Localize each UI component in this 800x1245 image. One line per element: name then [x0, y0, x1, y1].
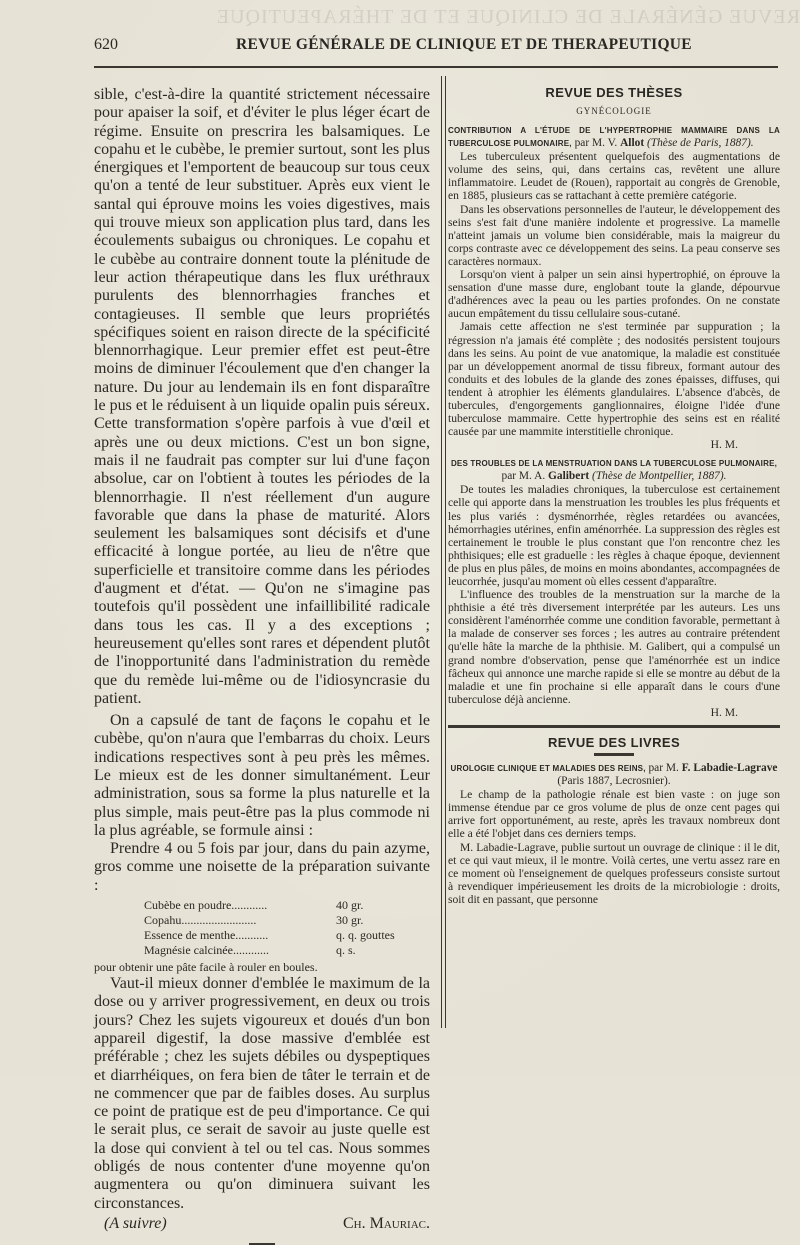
- bleed-through-text: REVUE GÉNÉRALE DE CLINIQUE ET DE THÉRAPEUTIQUE: [215, 6, 800, 28]
- article-author: Allot: [620, 137, 645, 150]
- header-rule: [94, 66, 778, 68]
- review-paragraph: M. Labadie-Lagrave, publie surtout un ouvrage de clinique : il le dit, et ce qui vaut mieux, il le montre. Voilà certes, une vertu assez rare en ce moment où l'enseignement de quelques professeurs consiste surtout à revendiquer impérieusement les droits de la microbiologie : droits, soit dit en passant, que personne: [448, 840, 780, 906]
- ingredient-name: Magnésie calcinée............: [144, 943, 269, 958]
- article-heading: [448, 762, 780, 788]
- article-by: par M. V.: [574, 137, 618, 150]
- ingredient-qty: q. s.: [336, 943, 356, 958]
- prescription-line: [94, 928, 430, 943]
- body-paragraph: Prendre 4 ou 5 fois par jour, dans du pain azyme, gros comme une noisette de la préparation suivante :: [94, 840, 430, 894]
- prescription-line: [94, 943, 430, 958]
- prescription-line: [94, 913, 430, 928]
- left-column: [94, 86, 430, 1245]
- page-number: 620: [94, 36, 118, 53]
- reviewer-signature: H. M.: [710, 705, 738, 719]
- section-rule: [448, 725, 780, 728]
- ingredient-qty: 40 gr.: [336, 898, 364, 913]
- review-paragraph: Le champ de la pathologie rénale est bien vaste : on juge son immense étendue par ce gros volume de plus de onze cent pages qui arrive fort opportunément, au reste, après les travaux nombreux dont elle a été l'objet dans ces derniers temps.: [448, 788, 780, 841]
- right-column: [448, 86, 780, 906]
- ingredient-qty: q. q. gouttes: [336, 928, 395, 943]
- prescription: [94, 898, 430, 958]
- author-signature: Ch. Mauriac.: [342, 1214, 430, 1232]
- review-paragraph: Jamais cette affection ne s'est terminée par suppuration ; la régression n'a jamais été complète ; des nodosités persistent toujours dans les seins. Au point de vue anatomique, la maladie est constituée par un développement anormal de tissu fibreux, formant autour des conduits et des lobules de la glande des zones épaisses, diffuses, qui tendent à atrophier les éléments glandulaires. L'absence d'abcès, de tubercules, d'engorgements ganglionnaires, éloigne l'idée d'une tuberculose mammaire. Cette hypertrophie des seins est en réalité causée par une mammite interstitielle chronique.: [448, 320, 780, 439]
- body-paragraph: sible, c'est-à-dire la quantité strictement nécessaire pour apaiser la soif, et d'éviter le plus léger écart de régime. Ensuite on prescrira les balsamiques. Le copahu et le cubèbe, le premier surtout, sont les plus énergiques et l'emportent de beaucoup sur tous ceux qu'on a tenté de leur substituer. Après eux vient le santal qui éprouve moins les voies digestives, mais qui trouve mieux son application plus tard, dans les écoulements subaigus ou chroniques. Le copahu et le cubèbe au contraire donnent toute la plénitude de leur action thérapeutique dans les flux uréthraux purulents des blennorrhagies franches et contagieuses. Il semble que leurs propriétés spécifiques soient en raison directe de la spécificité blennorrhagique. Leur premier effet est peut-être moins de diminuer l'écoulement que d'en changer la nature. Du jour au lendemain ils en font disparaître le pus et le réduisent à un liquide opalin puis séreux. Cette transformation s'opère parfois à vue d'œil et après une ou deux mictions. C'est un bon signe, mais il ne faudrait pas compter sur lui d'une façon absolue, car on l'obtient à toutes les périodes de la blennorrhagie. Il n'est réellement d'un augure favorable que dans la phase de maturité. Alors seulement les balsamiques sont décisifs et d'une efficacité à longue portée, au lieu de n'être que superficielle et transitoire comme dans les périodes d'augment et d'état. — Qu'on ne s'imagine pas toutefois qu'il possèdent une infaillibilité radicale dans tous les cas. Il y a des exceptions ; heureusement qu'elles sont rares et dépendent plutôt de l'inopportunité dans l'administration du remède que du remède lui-même ou de l'idiosyncrasie du patient.: [94, 86, 430, 707]
- article-by: par M.: [648, 762, 679, 775]
- to-be-continued: (A suivre): [104, 1214, 167, 1232]
- section-subtitle: GYNÉCOLOGIE: [576, 106, 652, 117]
- article-title: DES TROUBLES DE LA MENSTRUATION DANS LA TUBERCULOSE PULMONAIRE,: [450, 459, 778, 469]
- article-source: (Thèse de Paris, 1887).: [646, 137, 754, 150]
- body-paragraph: Vaut-il mieux donner d'emblée le maximum de la dose ou y arriver progressivement, en deux ou trois jours? Chez les sujets vigoureux et doués d'un bon appareil digestif, la dose massive d'emblée est préférable ; chez les sujets débiles ou dyspeptiques et diarrhéiques, on fera bien de tâter le terrain et de ne commencer que par de faibles doses. Au surplus ce point de pratique est de peu d'importance. Ce qui le serait plus, ce serait de savoir au juste quelle est la dose qui convient à tel ou tel cas. Nous sommes obligés de nous contenter d'une moyenne qu'on augmentera ou qu'on diminuera suivant les circonstances.: [94, 975, 430, 1212]
- ingredient-qty: 30 gr.: [336, 913, 364, 928]
- ingredient-name: Cubèbe en poudre............: [144, 898, 268, 913]
- article-footer: [94, 1215, 430, 1233]
- prescription-line: [94, 898, 430, 913]
- article-source: (Thèse de Montpellier, 1887).: [592, 470, 727, 483]
- article-heading: [448, 124, 780, 150]
- article-source: (Paris 1887, Lecrosnier).: [557, 775, 671, 788]
- body-paragraph: On a capsulé de tant de façons le copahu et le cubèbe, qu'on n'aura que l'embarras du choix. Leurs indications respectives sont à peu près les mêmes. Le mieux est de les donner simultanément. Leur administration, sous sa forme la plus naturelle et la plus simple, mais peut-être pas la plus commode ni la plus agréable, se formule ainsi :: [94, 712, 430, 839]
- column-divider-inner: [445, 76, 446, 1028]
- review-paragraph: L'influence des troubles de la menstruation sur la marche de la phthisie a été très diversement interprétée par les auteurs. Les uns considèrent l'aménorrhée comme une condition favorable, permettant à la malade de conserver ses forces ; les autres au contraire prétendent qu'elle hâte la marche de la phthisie. M. Galibert, qui a compulsé un grand nombre d'observation, pense que l'aménorrhée est un indice fâcheux qui annonce une marche rapide si elle se montre au début de la maladie et une fin prochaine si elle apparaît dans le cours d'une tuberculose déjà ancienne.: [448, 588, 780, 706]
- article-title: CONTRIBUTION A L'ÉTUDE DE L'HYPERTROPHIE MAMMAIRE DANS LA TUBERCULOSE PULMONAIRE,: [448, 126, 780, 149]
- ingredient-name: Essence de menthe...........: [144, 928, 269, 943]
- article-author: F. Labadie-Lagrave: [681, 762, 778, 775]
- ingredient-name: Copahu.........................: [144, 913, 257, 928]
- column-divider: [441, 76, 442, 1028]
- article-title: UROLOGIE CLINIQUE ET MALADIES DES REINS,: [450, 764, 646, 774]
- article-by: par M. A.: [501, 470, 546, 483]
- review-paragraph: Dans les observations personnelles de l'auteur, le développement des seins s'est fait d'une manière indolente et progressive. La mamelle n'atteint jamais un volume bien considérable, mais la maigreur du corps contraste avec ce développement des seins. La peau conserve ses caractères normaux.: [448, 202, 780, 268]
- page-header: [94, 30, 794, 58]
- section-title: REVUE DES LIVRES: [547, 735, 681, 751]
- article-author: Galibert: [548, 470, 590, 483]
- review-paragraph: De toutes les maladies chroniques, la tuberculose est certainement celle qui apporte dans la menstruation les troubles les plus fréquents et les plus variés : dysménorrhée, règles retardées ou avancées, hémorrhagies utérines, enfin aménorrhée. La suppression des règles est certainement le trouble le plus constant que l'on rencontre chez les phthisiques; elle est graduelle : les règles à chaque époque, deviennent de plus en plus pâles, de moins en moins abondantes, accompagnées de leucorrhée, jusqu'au moment où elles cessent d'apparaître.: [448, 483, 780, 588]
- review-paragraph: Lorsqu'on vient à palper un sein ainsi hypertrophié, on éprouve la sensation d'une masse dure, englobant toute la glande, dépourvue d'adhérences avec la peau ou les parties profondes. On ne constate aucun empâtement du tissu cellulaire sous-cutané.: [448, 268, 780, 321]
- journal-title: REVUE GÉNÉRALE DE CLINIQUE ET DE THERAPEUTIQUE: [236, 36, 692, 53]
- review-paragraph: Les tuberculeux présentent quelquefois des augmentations de volume des seins, qui, dans certains cas, revêtent une allure inflammatoire. Leudet de (Rouen), rapportait au congrès de Grenoble, en 1885, plusieurs cas se rattachant à cette première catégorie.: [448, 150, 780, 203]
- prescription-footer: pour obtenir une pâte facile à rouler en boules.: [94, 960, 318, 975]
- reviewer-signature: H. M.: [710, 438, 738, 452]
- article-heading: [448, 457, 780, 483]
- section-title: REVUE DES THÈSES: [545, 85, 683, 100]
- title-underline: [594, 753, 634, 756]
